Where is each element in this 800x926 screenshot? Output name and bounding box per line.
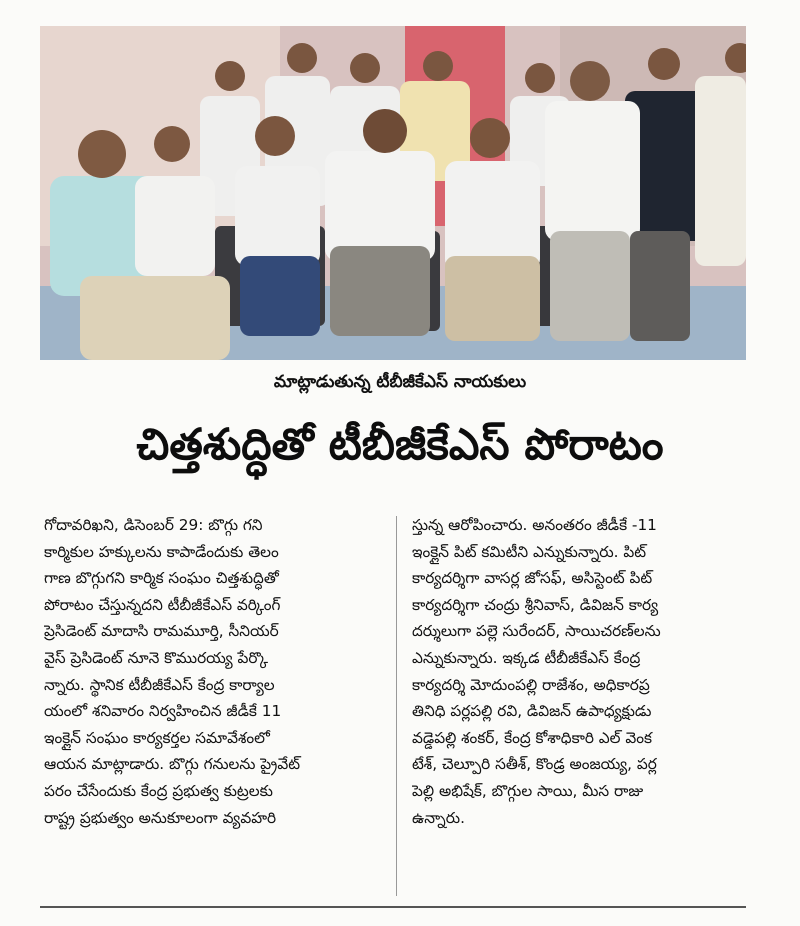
- article-line: పెల్లి అభిషేక్, బొగ్గుల సాయి, మీస రాజు: [412, 781, 644, 800]
- article-line: ఉన్నారు.: [412, 808, 465, 827]
- article-line: ప్రెసిడెంట్ మాదాసి రామమూర్తి, సీనియర్: [44, 622, 279, 641]
- article-line: న్నారు. స్థానిక టీబీజీకేఎస్ కేంద్ర కార్యాల: [44, 675, 275, 694]
- article-line: ఇంక్లైన్ సంఘం కార్యకర్తల సమావేశంలో: [44, 728, 270, 747]
- article-line: గాణ బొగ్గుగని కార్మిక సంఘం చిత్తశుద్ధితో: [44, 569, 279, 588]
- article-line: తినిధి పర్లపల్లి రవి, డివిజన్ ఉపాధ్యక్షుడు: [412, 702, 652, 721]
- article-line: ఆయన మాట్లాడారు. బొగ్గు గనులను ప్రైవేట్: [44, 755, 301, 774]
- article-line: యంలో శనివారం నిర్వహించిన జీడీకే 11: [44, 702, 282, 721]
- article-line: దర్శులుగా పల్లె సురేందర్, సాయిచరణ్‌లను: [412, 622, 661, 641]
- bottom-rule: [40, 906, 746, 908]
- article-line: స్తున్న ఆరోపించారు. అనంతరం జీడీకే -11: [412, 516, 657, 534]
- article-line: టేశ్, చెల్పూరి సతీశ్, కొండ్ర అంజయ్య, పర్ల: [412, 755, 657, 774]
- news-photo: [40, 26, 746, 360]
- article-line: పరం చేసేందుకు కేంద్ర ప్రభుత్వ కుట్రలకు: [44, 781, 273, 800]
- article-line: కార్యదర్శిగా చంద్రు శ్రీనివాస్, డివిజన్ కార్య: [412, 595, 659, 614]
- article-line: ఇంక్లైన్ పిట్ కమిటీని ఎన్నుకున్నారు. పిట్: [412, 542, 647, 561]
- article-line: కార్యదర్శి మోదుంపల్లి రాజేశం, అధికారప్ర: [412, 675, 650, 694]
- column-divider: [396, 516, 397, 896]
- group-photo-image: [40, 26, 746, 360]
- article-line: వడ్డెపల్లి శంకర్, కేంద్ర కోశాధికారి ఎల్ వెంక: [412, 728, 652, 747]
- article-line: పోరాటం చేస్తున్నదని టీబీజీకేఎస్ వర్కింగ్: [44, 595, 281, 614]
- article-line: కార్మికుల హక్కులను కాపాడేందుకు తెలం: [44, 542, 279, 561]
- article-line: ఎన్నుకున్నారు. ఇక్కడ టీబీజీకేఎస్ కేంద్ర: [412, 648, 641, 667]
- article-column-1: [44, 512, 390, 831]
- article-line: రాష్ట్ర ప్రభుత్వం అనుకూలంగా వ్యవహరి: [44, 808, 277, 827]
- article-headline: చిత్తశుద్ధితో టీబీజీకేఎస్ పోరాటం: [136, 420, 664, 470]
- article-column-2: [412, 512, 758, 831]
- article-line: గోదావరిఖని, డిసెంబర్ 29: బొగ్గు గని: [44, 516, 263, 534]
- article-line: వైస్ ప్రెసిడెంట్ నూనె కొమురయ్య పేర్కొ: [44, 648, 269, 667]
- photo-caption: మాట్లాడుతున్న టీబీజీకేఎస్ నాయకులు: [273, 372, 527, 392]
- article-line: కార్యదర్శిగా వాసర్ల జోసఫ్, అసిస్టెంట్ పిట్: [412, 569, 653, 588]
